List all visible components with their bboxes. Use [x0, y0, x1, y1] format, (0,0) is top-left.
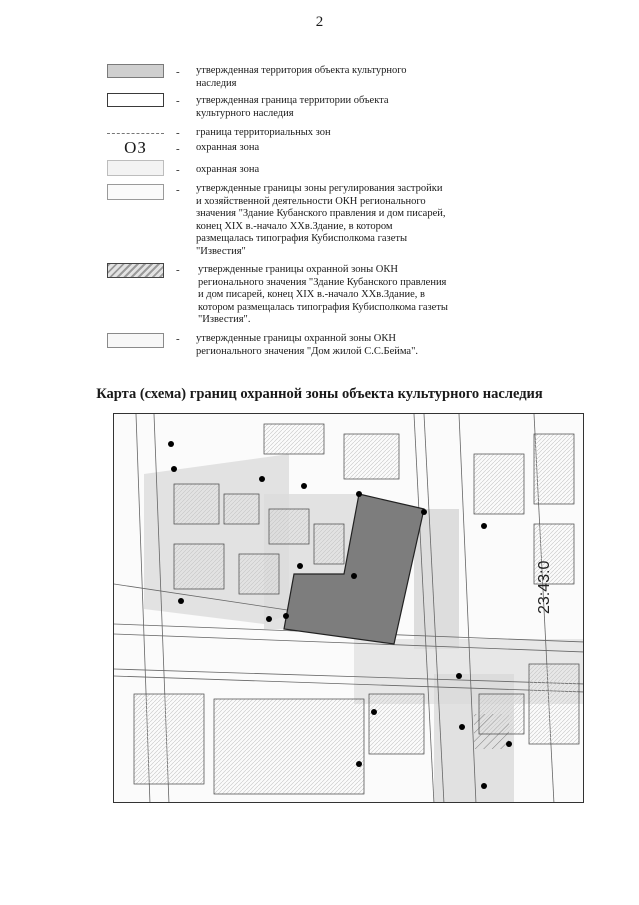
legend-symbol-protected-zone-okn	[107, 263, 164, 278]
legend-symbol-zone-boundary-line	[107, 133, 164, 134]
map-drawing	[114, 414, 584, 803]
legend-symbol-protected-zone	[107, 160, 164, 176]
legend-text: утвержденная граница территории объекта культурного наследия	[196, 95, 389, 119]
legend-dash: -	[176, 333, 180, 345]
map-scheme	[113, 413, 584, 803]
legend-text: граница территориальных зон	[196, 127, 331, 138]
legend-text: утвержденные границы охранной зоны ОКН регионального значения "Здание Кубанского правления и дом писарей, конец XIX в.-начало XXв.Здание, в котором размещалась типография Кубисполкома газеты "Известия".	[198, 264, 448, 325]
legend-dash: -	[176, 66, 180, 78]
legend-dash: -	[176, 143, 180, 155]
legend-symbol-oz-label: ОЗ	[124, 138, 147, 157]
legend-text: утвержденные границы зоны регулирования застройки и хозяйственной деятельности ОКН регионального значения "Здание Кубанского правления и дом писарей, конец XIX в.-начало XXв.Здание, в котором размещалась типография Кубисполкома газеты "Известия"	[196, 183, 446, 257]
legend-dash: -	[176, 95, 180, 107]
legend-dash: -	[176, 184, 180, 196]
legend-dash: -	[176, 127, 180, 139]
parcel-number: 23:43:0	[536, 560, 553, 614]
legend-text: утвержденная территория объекта культурного наследия	[196, 65, 407, 89]
legend-symbol-protected-zone-beim-house	[107, 333, 164, 348]
legend-text: охранная зона	[196, 164, 260, 175]
legend	[0, 0, 639, 380]
legend-text: охранная зона	[196, 142, 260, 153]
legend-symbol-cultural-heritage-territory	[107, 64, 164, 78]
legend-text: утвержденные границы охранной зоны ОКН регионального значения "Дом жилой С.С.Бейма".	[196, 333, 419, 357]
page-number: 2	[315, 14, 324, 30]
map-title: Карта (схема) границ охранной зоны объекта культурного наследия	[96, 386, 543, 402]
legend-symbol-regulation-zone	[107, 184, 164, 200]
legend-dash: -	[176, 164, 180, 176]
legend-symbol-territory-boundary	[107, 93, 164, 107]
legend-dash: -	[176, 264, 180, 276]
